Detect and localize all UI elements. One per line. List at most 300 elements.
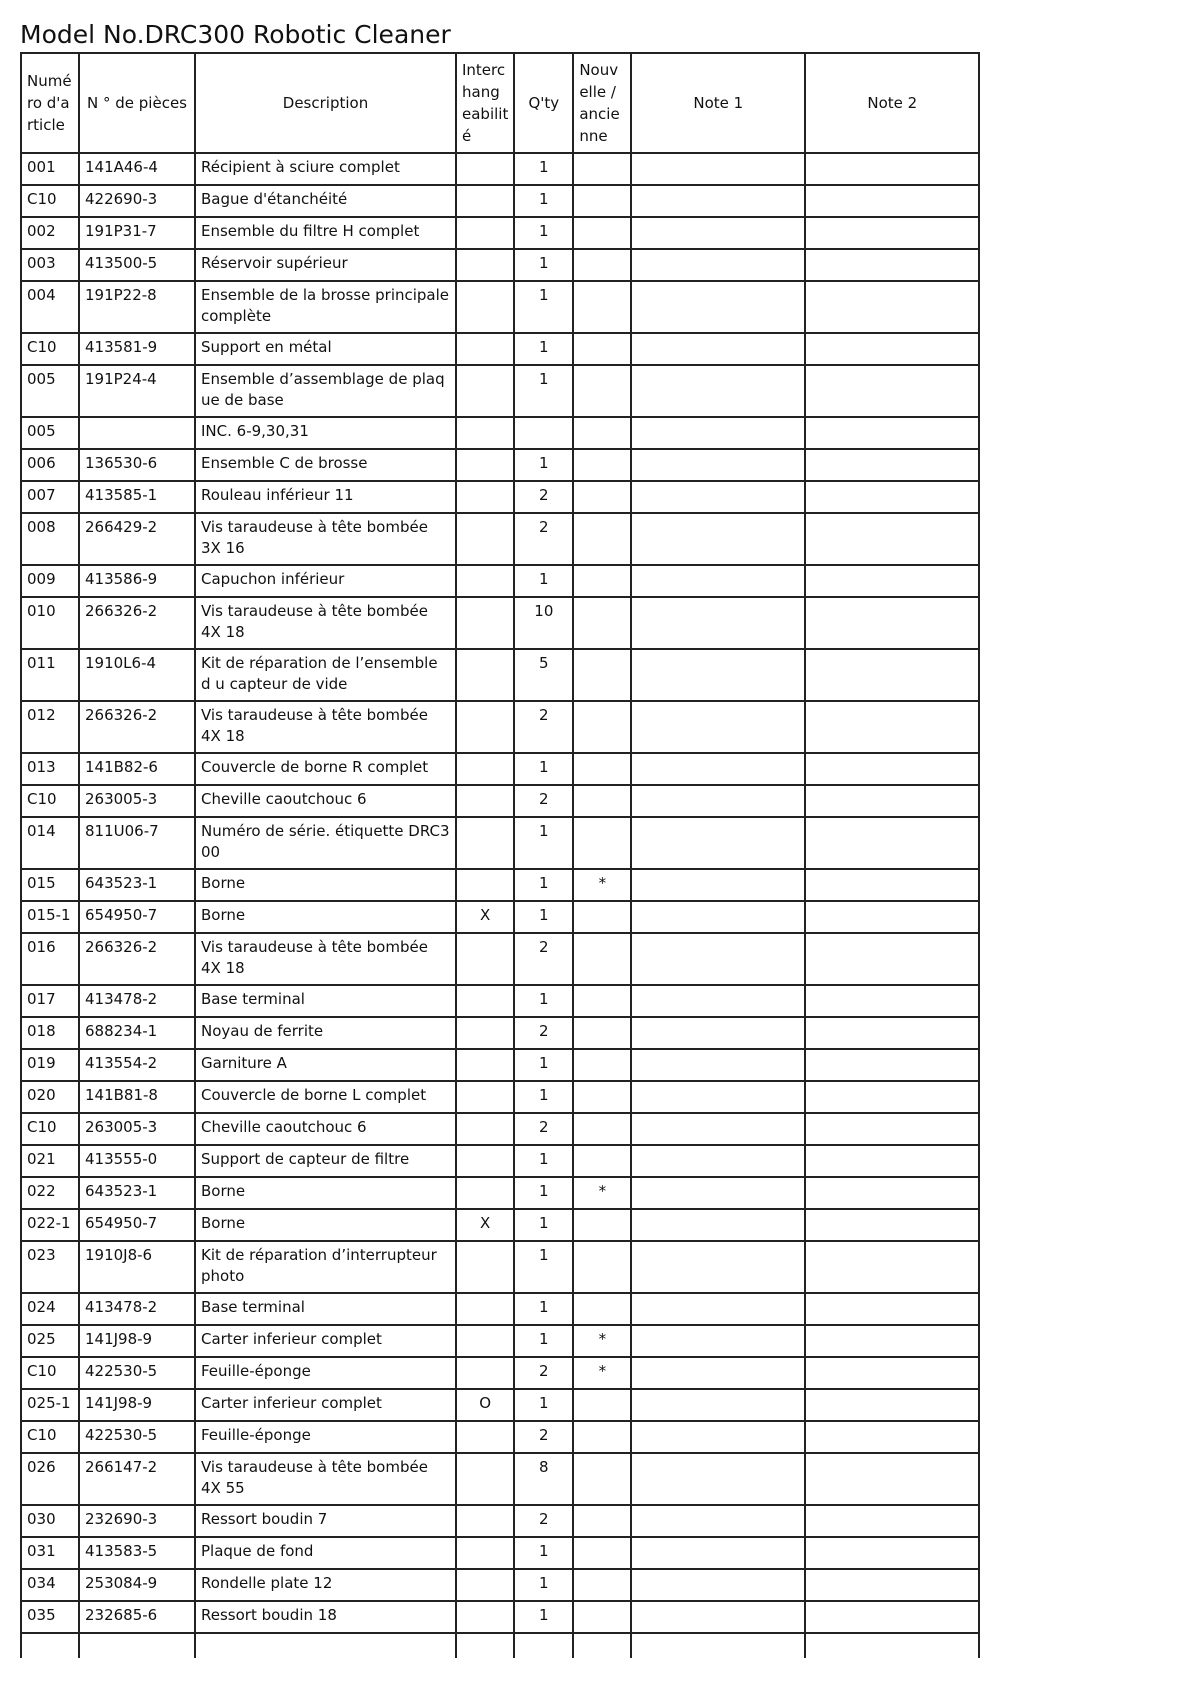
cell-part-number: 413555-0: [79, 1145, 195, 1177]
cell-new-old: [573, 153, 631, 185]
cell-interchangeability: O: [456, 1389, 514, 1421]
cell-description: Vis taraudeuse à tête bombée 4X 18: [195, 701, 456, 753]
cell-new-old: [573, 513, 631, 565]
cell-description: Réservoir supérieur: [195, 249, 456, 281]
cell-quantity: 1: [514, 565, 573, 597]
cell-part-number: 266326-2: [79, 597, 195, 649]
cell-part-number: 413554-2: [79, 1049, 195, 1081]
cell-interchangeability: [456, 649, 514, 701]
cell-part-number: 643523-1: [79, 1177, 195, 1209]
cell-part-number: [79, 417, 195, 449]
cell-quantity: 1: [514, 1209, 573, 1241]
cell-quantity: 1: [514, 1145, 573, 1177]
cell-note-2: [805, 249, 979, 281]
table-row: [21, 933, 979, 985]
cell-note-2: [805, 933, 979, 985]
cell-quantity: 1: [514, 1241, 573, 1293]
table-row: [21, 449, 979, 481]
cell-quantity: 1: [514, 1325, 573, 1357]
table-row: [21, 649, 979, 701]
cell-description: Ensemble de la brosse principale complète: [195, 281, 456, 333]
cell-note-1: [631, 1357, 805, 1389]
cell-note-1: [631, 1209, 805, 1241]
cell-new-old: [573, 1145, 631, 1177]
empty-cell: [514, 1633, 573, 1658]
cell-description: Base terminal: [195, 985, 456, 1017]
cell-part-number: 422530-5: [79, 1421, 195, 1453]
cell-interchangeability: [456, 1453, 514, 1505]
cell-part-number: 413478-2: [79, 985, 195, 1017]
cell-part-number: 253084-9: [79, 1569, 195, 1601]
cell-quantity: 1: [514, 449, 573, 481]
cell-description: Base terminal: [195, 1293, 456, 1325]
table-row: [21, 1537, 979, 1569]
cell-item-number: C10: [21, 785, 79, 817]
cell-part-number: 232685-6: [79, 1601, 195, 1633]
cell-note-2: [805, 281, 979, 333]
cell-item-number: 034: [21, 1569, 79, 1601]
cell-note-1: [631, 365, 805, 417]
cell-part-number: 266147-2: [79, 1453, 195, 1505]
table-row: [21, 701, 979, 753]
cell-description: Ensemble du filtre H complet: [195, 217, 456, 249]
cell-item-number: 019: [21, 1049, 79, 1081]
table-row: [21, 1505, 979, 1537]
cell-part-number: 141J98-9: [79, 1325, 195, 1357]
cell-item-number: 015: [21, 869, 79, 901]
cell-note-2: [805, 597, 979, 649]
table-row: [21, 1569, 979, 1601]
cell-interchangeability: [456, 1049, 514, 1081]
cell-note-2: [805, 753, 979, 785]
cell-item-number: 031: [21, 1537, 79, 1569]
cell-part-number: 413585-1: [79, 481, 195, 513]
cell-note-1: [631, 1017, 805, 1049]
cell-interchangeability: [456, 1325, 514, 1357]
cell-new-old: [573, 1209, 631, 1241]
cell-note-2: [805, 1293, 979, 1325]
table-row: [21, 1145, 979, 1177]
cell-note-2: [805, 1177, 979, 1209]
cell-quantity: 1: [514, 1569, 573, 1601]
cell-note-1: [631, 333, 805, 365]
cell-quantity: 1: [514, 1177, 573, 1209]
cell-quantity: 2: [514, 1113, 573, 1145]
page-title: Model No.DRC300 Robotic Cleaner: [20, 20, 451, 49]
cell-note-2: [805, 565, 979, 597]
cell-part-number: 654950-7: [79, 1209, 195, 1241]
empty-cell: [21, 1633, 79, 1658]
cell-new-old: [573, 1421, 631, 1453]
cell-description: Kit de réparation de l’ensemble d u capteur de vide: [195, 649, 456, 701]
cell-note-2: [805, 365, 979, 417]
cell-interchangeability: [456, 1421, 514, 1453]
cell-part-number: 232690-3: [79, 1505, 195, 1537]
cell-part-number: 141B81-8: [79, 1081, 195, 1113]
cell-note-1: [631, 449, 805, 481]
cell-description: Capuchon inférieur: [195, 565, 456, 597]
cell-note-2: [805, 1453, 979, 1505]
table-row: [21, 869, 979, 901]
cell-note-2: [805, 513, 979, 565]
cell-part-number: 1910L6-4: [79, 649, 195, 701]
cell-note-2: [805, 1389, 979, 1421]
cell-description: Noyau de ferrite: [195, 1017, 456, 1049]
cell-note-1: [631, 185, 805, 217]
cell-interchangeability: [456, 449, 514, 481]
cell-item-number: C10: [21, 1113, 79, 1145]
cell-item-number: 016: [21, 933, 79, 985]
cell-note-2: [805, 481, 979, 513]
cell-part-number: 654950-7: [79, 901, 195, 933]
cell-note-1: [631, 1049, 805, 1081]
cell-item-number: 014: [21, 817, 79, 869]
cell-new-old: [573, 817, 631, 869]
cell-new-old: [573, 1537, 631, 1569]
col-header-note-2: Note 2: [805, 53, 979, 153]
cell-note-1: [631, 513, 805, 565]
cell-note-2: [805, 869, 979, 901]
cell-quantity: 1: [514, 753, 573, 785]
cell-item-number: 006: [21, 449, 79, 481]
cell-note-2: [805, 1357, 979, 1389]
cell-new-old: [573, 597, 631, 649]
cell-item-number: 008: [21, 513, 79, 565]
cell-note-2: [805, 985, 979, 1017]
col-header-quantity: Q'ty: [514, 53, 573, 153]
cell-quantity: 1: [514, 333, 573, 365]
cell-description: Feuille-éponge: [195, 1421, 456, 1453]
cell-note-1: [631, 153, 805, 185]
cell-new-old: [573, 753, 631, 785]
cell-interchangeability: [456, 1017, 514, 1049]
cell-note-2: [805, 1145, 979, 1177]
cell-quantity: 2: [514, 1505, 573, 1537]
table-row: [21, 365, 979, 417]
cell-part-number: 266429-2: [79, 513, 195, 565]
cell-part-number: 266326-2: [79, 701, 195, 753]
col-header-note-1: Note 1: [631, 53, 805, 153]
cell-note-1: [631, 1113, 805, 1145]
cell-item-number: 017: [21, 985, 79, 1017]
cell-interchangeability: [456, 281, 514, 333]
cell-new-old: [573, 933, 631, 985]
cell-interchangeability: [456, 417, 514, 449]
table-row: [21, 1325, 979, 1357]
cell-quantity: 1: [514, 869, 573, 901]
table-row: [21, 901, 979, 933]
cell-quantity: 2: [514, 513, 573, 565]
cell-item-number: 025-1: [21, 1389, 79, 1421]
table-row: [21, 333, 979, 365]
cell-item-number: 024: [21, 1293, 79, 1325]
cell-interchangeability: [456, 333, 514, 365]
cell-item-number: C10: [21, 1357, 79, 1389]
cell-description: Support en métal: [195, 333, 456, 365]
cell-new-old: [573, 1049, 631, 1081]
cell-interchangeability: [456, 1601, 514, 1633]
cell-new-old: [573, 701, 631, 753]
table-row: [21, 249, 979, 281]
cell-new-old: *: [573, 1357, 631, 1389]
cell-note-1: [631, 901, 805, 933]
cell-interchangeability: [456, 869, 514, 901]
cell-note-2: [805, 817, 979, 869]
cell-item-number: C10: [21, 185, 79, 217]
cell-note-1: [631, 249, 805, 281]
cell-quantity: 1: [514, 185, 573, 217]
cell-interchangeability: [456, 1081, 514, 1113]
cell-item-number: 022: [21, 1177, 79, 1209]
cell-interchangeability: [456, 1113, 514, 1145]
table-row: [21, 513, 979, 565]
cell-quantity: [514, 417, 573, 449]
cell-description: Plaque de fond: [195, 1537, 456, 1569]
cell-item-number: 025: [21, 1325, 79, 1357]
cell-description: Kit de réparation d’interrupteur photo: [195, 1241, 456, 1293]
cell-note-2: [805, 449, 979, 481]
cell-note-1: [631, 1145, 805, 1177]
cell-description: Numéro de série. étiquette DRC3 00: [195, 817, 456, 869]
cell-new-old: [573, 985, 631, 1017]
cell-description: Récipient à sciure complet: [195, 153, 456, 185]
cell-note-2: [805, 785, 979, 817]
cell-quantity: 1: [514, 817, 573, 869]
cell-new-old: [573, 417, 631, 449]
table-row: [21, 1209, 979, 1241]
cell-note-1: [631, 753, 805, 785]
cell-note-2: [805, 901, 979, 933]
cell-note-2: [805, 1537, 979, 1569]
cell-new-old: [573, 333, 631, 365]
cell-note-2: [805, 1601, 979, 1633]
col-header-item-number: Numé ro d'a rticle: [21, 53, 79, 153]
cell-interchangeability: [456, 701, 514, 753]
cell-note-2: [805, 417, 979, 449]
cell-interchangeability: [456, 985, 514, 1017]
cell-note-1: [631, 1537, 805, 1569]
cell-description: Ensemble C de brosse: [195, 449, 456, 481]
cell-note-1: [631, 1177, 805, 1209]
table-row: [21, 985, 979, 1017]
cell-item-number: 020: [21, 1081, 79, 1113]
cell-part-number: 141B82-6: [79, 753, 195, 785]
cell-item-number: 013: [21, 753, 79, 785]
cell-interchangeability: [456, 1505, 514, 1537]
cell-description: Ressort boudin 18: [195, 1601, 456, 1633]
table-row: [21, 597, 979, 649]
table-row: [21, 565, 979, 597]
cell-part-number: 413478-2: [79, 1293, 195, 1325]
cell-new-old: [573, 365, 631, 417]
cell-note-1: [631, 1569, 805, 1601]
cell-new-old: [573, 1505, 631, 1537]
cell-quantity: 2: [514, 481, 573, 513]
cell-part-number: 263005-3: [79, 1113, 195, 1145]
cell-note-1: [631, 701, 805, 753]
table-row: [21, 1017, 979, 1049]
cell-note-1: [631, 597, 805, 649]
cell-note-2: [805, 1569, 979, 1601]
cell-quantity: 1: [514, 365, 573, 417]
cell-part-number: 422530-5: [79, 1357, 195, 1389]
cell-note-1: [631, 649, 805, 701]
cell-description: Ensemble d’assemblage de plaq ue de base: [195, 365, 456, 417]
cell-note-1: [631, 1081, 805, 1113]
cell-item-number: 021: [21, 1145, 79, 1177]
cell-part-number: 413581-9: [79, 333, 195, 365]
cell-note-1: [631, 817, 805, 869]
table-row: [21, 417, 979, 449]
cell-item-number: 002: [21, 217, 79, 249]
cell-interchangeability: X: [456, 901, 514, 933]
cell-item-number: 005: [21, 365, 79, 417]
cell-interchangeability: [456, 785, 514, 817]
cell-note-1: [631, 417, 805, 449]
cell-quantity: 10: [514, 597, 573, 649]
table-row: [21, 185, 979, 217]
table-row: [21, 1177, 979, 1209]
cell-note-1: [631, 1241, 805, 1293]
cell-description: Carter inferieur complet: [195, 1325, 456, 1357]
cell-new-old: [573, 249, 631, 281]
cell-description: Borne: [195, 1209, 456, 1241]
cell-quantity: 1: [514, 1601, 573, 1633]
cell-part-number: 413583-5: [79, 1537, 195, 1569]
cell-note-2: [805, 1209, 979, 1241]
cell-new-old: [573, 1241, 631, 1293]
cell-item-number: 015-1: [21, 901, 79, 933]
cell-new-old: [573, 217, 631, 249]
cell-description: Rouleau inférieur 11: [195, 481, 456, 513]
cell-quantity: 1: [514, 1537, 573, 1569]
cell-note-2: [805, 217, 979, 249]
empty-cell: [805, 1633, 979, 1658]
empty-cell: [456, 1633, 514, 1658]
cell-interchangeability: [456, 565, 514, 597]
cell-item-number: 012: [21, 701, 79, 753]
cell-quantity: 2: [514, 785, 573, 817]
cell-item-number: 005: [21, 417, 79, 449]
table-row: [21, 1453, 979, 1505]
cell-part-number: 811U06-7: [79, 817, 195, 869]
cell-description: Cheville caoutchouc 6: [195, 1113, 456, 1145]
cell-note-2: [805, 1049, 979, 1081]
cell-quantity: 1: [514, 249, 573, 281]
cell-note-1: [631, 1293, 805, 1325]
cell-quantity: 2: [514, 1357, 573, 1389]
cell-note-1: [631, 1389, 805, 1421]
cell-note-1: [631, 1421, 805, 1453]
table-header-row: [21, 53, 979, 153]
cell-description: Cheville caoutchouc 6: [195, 785, 456, 817]
table-row: [21, 1241, 979, 1293]
table-row: [21, 153, 979, 185]
cell-description: Vis taraudeuse à tête bombée 4X 18: [195, 597, 456, 649]
cell-interchangeability: [456, 1569, 514, 1601]
cell-note-1: [631, 481, 805, 513]
cell-quantity: 1: [514, 1293, 573, 1325]
table-row: [21, 281, 979, 333]
cell-note-2: [805, 185, 979, 217]
cell-description: Support de capteur de filtre: [195, 1145, 456, 1177]
cell-quantity: 1: [514, 901, 573, 933]
cell-description: Bague d'étanchéité: [195, 185, 456, 217]
col-header-description: Description: [195, 53, 456, 153]
cell-description: Couvercle de borne L complet: [195, 1081, 456, 1113]
table-row: [21, 1293, 979, 1325]
cell-description: Borne: [195, 869, 456, 901]
cell-interchangeability: [456, 365, 514, 417]
cell-note-2: [805, 1081, 979, 1113]
col-header-interchangeability: Interc hang eabilit é: [456, 53, 514, 153]
cell-new-old: [573, 1569, 631, 1601]
cell-interchangeability: [456, 753, 514, 785]
table-row: [21, 785, 979, 817]
cell-new-old: [573, 1389, 631, 1421]
cell-quantity: 1: [514, 1049, 573, 1081]
parts-table: [20, 52, 980, 1658]
cell-note-2: [805, 1505, 979, 1537]
cell-item-number: 009: [21, 565, 79, 597]
cell-interchangeability: [456, 1241, 514, 1293]
cell-quantity: 5: [514, 649, 573, 701]
cell-interchangeability: [456, 217, 514, 249]
cell-part-number: 191P22-8: [79, 281, 195, 333]
cell-new-old: [573, 281, 631, 333]
cell-description: Carter inferieur complet: [195, 1389, 456, 1421]
cell-new-old: [573, 901, 631, 933]
cell-part-number: 688234-1: [79, 1017, 195, 1049]
cell-note-1: [631, 565, 805, 597]
cell-new-old: [573, 649, 631, 701]
cell-part-number: 1910J8-6: [79, 1241, 195, 1293]
cell-item-number: 004: [21, 281, 79, 333]
cell-interchangeability: [456, 1145, 514, 1177]
cell-part-number: 191P31-7: [79, 217, 195, 249]
cell-new-old: [573, 1081, 631, 1113]
cell-description: Rondelle plate 12: [195, 1569, 456, 1601]
cell-part-number: 643523-1: [79, 869, 195, 901]
cell-part-number: 422690-3: [79, 185, 195, 217]
cell-note-2: [805, 1325, 979, 1357]
cell-note-2: [805, 1113, 979, 1145]
cell-part-number: 136530-6: [79, 449, 195, 481]
cell-quantity: 1: [514, 217, 573, 249]
cell-new-old: [573, 185, 631, 217]
cell-part-number: 141J98-9: [79, 1389, 195, 1421]
cell-description: Vis taraudeuse à tête bombée 4X 18: [195, 933, 456, 985]
cell-interchangeability: X: [456, 1209, 514, 1241]
cell-quantity: 2: [514, 701, 573, 753]
cell-item-number: 035: [21, 1601, 79, 1633]
cell-part-number: 413500-5: [79, 249, 195, 281]
table-row: [21, 1357, 979, 1389]
cell-description: INC. 6-9,30,31: [195, 417, 456, 449]
table-row: [21, 1081, 979, 1113]
cell-note-2: [805, 649, 979, 701]
cell-interchangeability: [456, 933, 514, 985]
table-row: [21, 753, 979, 785]
empty-cell: [631, 1633, 805, 1658]
cell-item-number: 018: [21, 1017, 79, 1049]
col-header-part-number: N ° de pièces: [79, 53, 195, 153]
cell-new-old: *: [573, 1325, 631, 1357]
cell-part-number: 266326-2: [79, 933, 195, 985]
cell-new-old: [573, 449, 631, 481]
cell-new-old: [573, 1453, 631, 1505]
cell-description: Feuille-éponge: [195, 1357, 456, 1389]
